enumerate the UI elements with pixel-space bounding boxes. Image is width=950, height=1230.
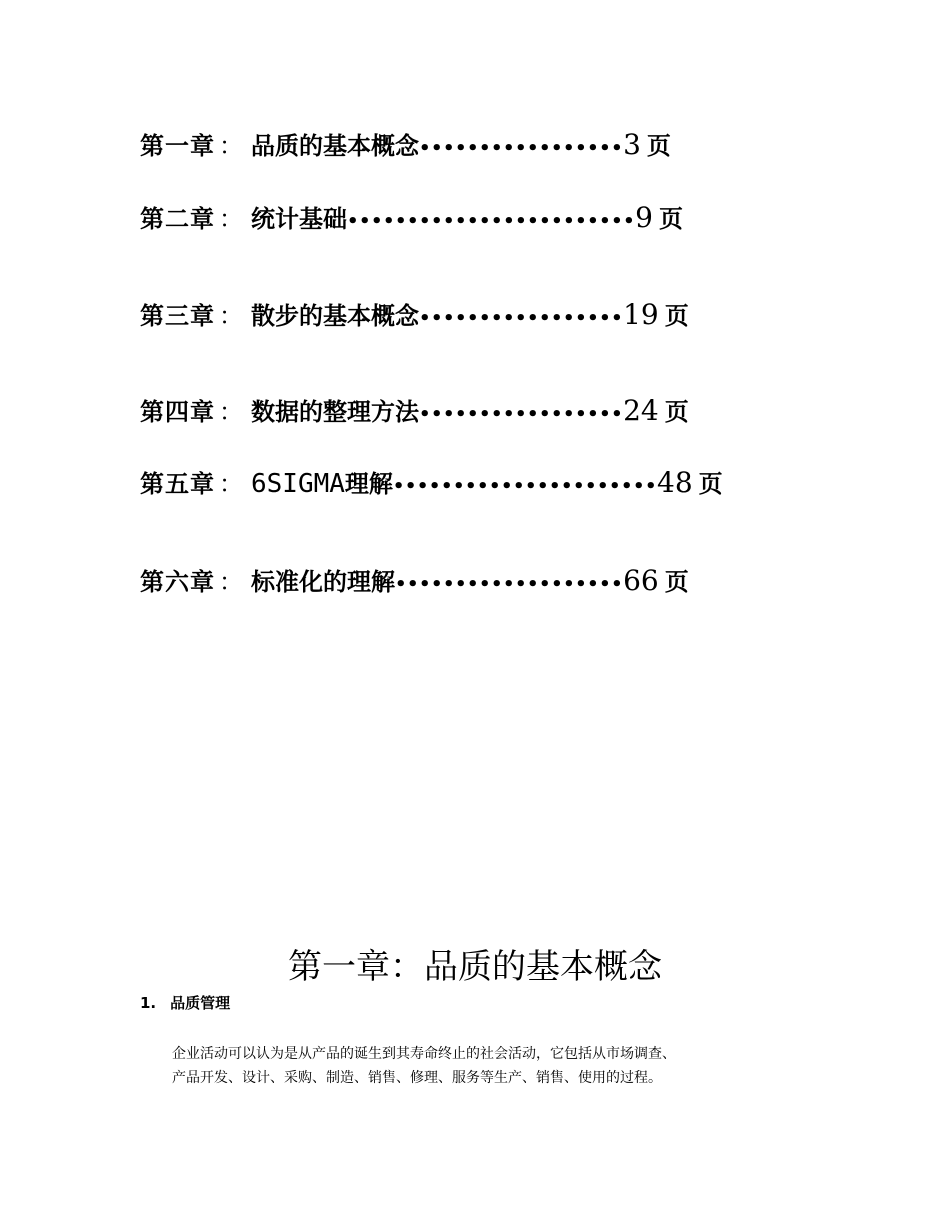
toc-chapter: 第六章 [140,568,215,596]
toc-page: 24 [623,394,659,427]
toc-leader: •••••••••••••••••••••• [392,476,658,497]
toc-leader: ••••••••••••••••• [419,404,624,425]
body-paragraph [172,1042,792,1090]
toc-title: 理解 [344,470,393,498]
toc-colon: ： [219,132,243,160]
toc-chapter: 第四章 [140,398,215,426]
toc-page-unit: 页 [698,470,723,498]
toc-page: 19 [623,298,659,331]
toc-page: 66 [623,564,659,597]
toc-title: 标准化的理解 [251,568,395,596]
toc-page-unit: 页 [646,132,671,160]
toc-page: 9 [635,201,653,234]
toc-title: 品质的基本概念 [251,132,419,160]
toc-entry-2[interactable] [140,203,683,237]
toc-chapter: 第一章 [140,132,215,160]
toc-entry-3[interactable] [140,300,689,334]
toc-leader: •••••••••••••••••••••••• [347,211,636,232]
toc-colon: ： [219,205,243,233]
toc-colon: ： [219,398,243,426]
toc-chapter: 第二章 [140,205,215,233]
toc-leader: ••••••••••••••••••• [395,574,624,595]
toc-colon: ： [219,302,243,330]
toc-leader: ••••••••••••••••• [419,308,624,329]
toc-title-latin: 6SIGMA [251,469,345,499]
toc-entry-5[interactable] [140,468,723,502]
toc-page: 48 [657,466,693,499]
toc-page-unit: 页 [658,205,683,233]
toc-entry-6[interactable] [140,566,689,600]
section-number: 1. [140,994,157,1012]
toc-colon: ： [219,470,243,498]
section-heading [140,992,230,1013]
chapter-title: 第一章：品质的基本概念 [288,947,662,987]
toc-chapter: 第三章 [140,302,215,330]
toc-title: 散步的基本概念 [251,302,419,330]
toc-title: 数据的整理方法 [251,398,419,426]
toc-page-unit: 页 [664,568,689,596]
toc-page-unit: 页 [664,398,689,426]
paragraph-line: 企业活动可以认为是从产品的诞生到其寿命终止的社会活动，它包括从市场调查、 [172,1046,676,1062]
toc-page: 3 [623,128,641,161]
toc-chapter: 第五章 [140,470,215,498]
toc-colon: ： [219,568,243,596]
toc-entry-1[interactable] [140,130,671,164]
paragraph-line: 产品开发、设计、采购、制造、销售、修理、服务等生产、销售、使用的过程。 [172,1070,662,1086]
toc-entry-4[interactable] [140,396,689,430]
toc-leader: ••••••••••••••••• [419,138,624,159]
toc-page-unit: 页 [664,302,689,330]
toc-title: 统计基础 [251,205,347,233]
section-title: 品质管理 [170,994,231,1012]
